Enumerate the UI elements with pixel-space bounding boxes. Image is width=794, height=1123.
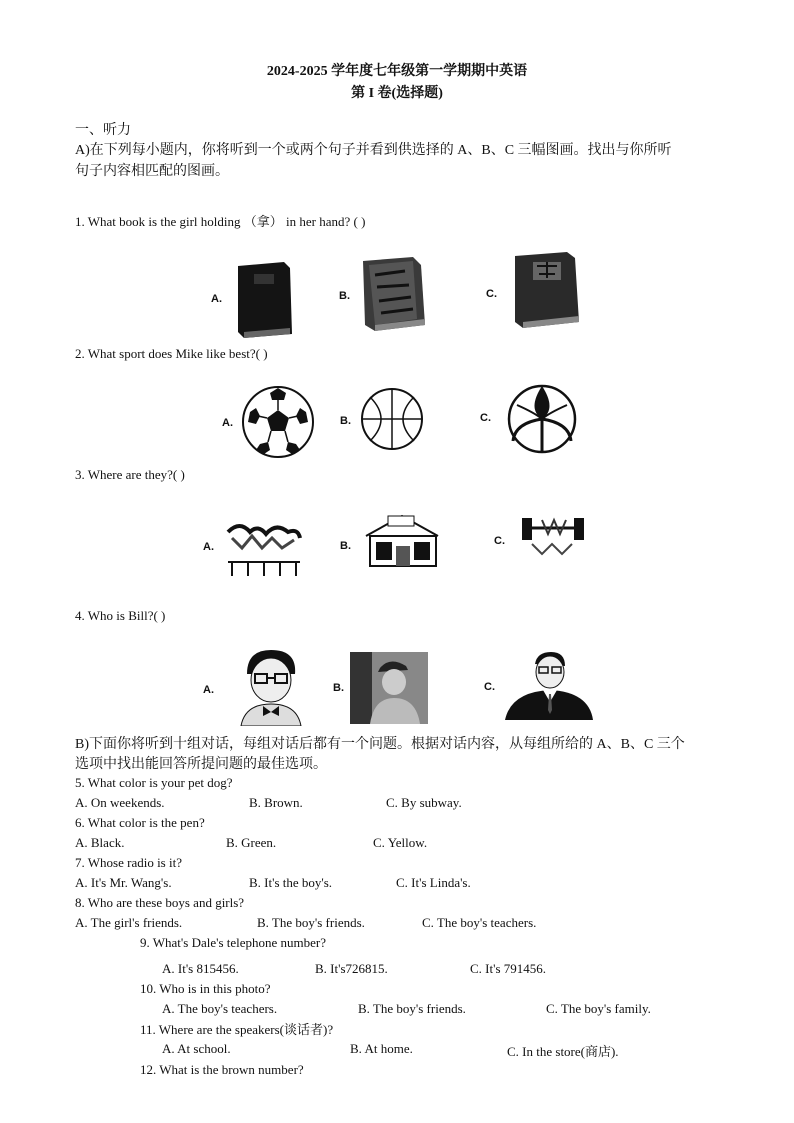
q5-option-b: B. Brown. [249,795,303,810]
park-scene-image [222,518,304,580]
q6-option-b: B. Green. [226,835,277,850]
q2-option-c-label: C. [480,412,491,424]
basketball-image [358,385,426,453]
section-heading: 一、听力 [75,123,131,138]
question-12: 12. What is the brown number? [140,1062,304,1077]
page-subtitle: 第 I 卷(选择题) [351,86,443,101]
volleyball-image [505,383,579,455]
question-3: 3. Where are they?( ) [75,467,185,482]
part-b-instruction-line2: 选项中找出能回答所提问题的最佳选项。 [75,757,327,772]
page-title: 2024-2025 学年度七年级第一学期期中英语 [266,64,528,79]
question-7: 7. Whose radio is it? [75,855,182,870]
q8-option-c: C. The boy's teachers. [422,915,537,930]
q4-option-b-label: B. [333,682,344,694]
q8-option-b: B. The boy's friends. [257,915,365,930]
q6-option-a: A. Black. [75,835,125,850]
q9-option-b: B. It's726815. [315,961,388,976]
q1-option-a-label: A. [211,293,222,305]
question-11: 11. Where are the speakers(谈话者)? [140,1022,334,1037]
q11-option-b: B. At home. [350,1041,413,1056]
q4-option-c-label: C. [484,681,495,693]
q2-option-b-label: B. [340,415,351,427]
question-8: 8. Who are these boys and girls? [75,895,245,910]
q7-option-c: C. It's Linda's. [396,875,471,890]
q10-option-c: C. The boy's family. [546,1001,651,1016]
part-b-instruction-line1: B)下面你将听到十组对话，每组对话后都有一个问题。根据对话内容，从每组所给的 A、B、C 三个 [75,737,685,752]
q7-option-b: B. It's the boy's. [249,875,333,890]
q11-option-c: C. In the store(商店). [507,1044,619,1059]
q1-option-b-label: B. [339,290,350,302]
store-building-image [362,512,444,570]
q7-option-a: A. It's Mr. Wang's. [75,875,172,890]
q5-option-c: C. By subway. [386,795,462,810]
q9-option-a: A. It's 815456. [162,961,239,976]
old-man-cap-image [350,652,428,724]
q1-option-c-label: C. [486,288,497,300]
tattered-book-image [355,255,430,335]
q5-option-a: A. On weekends. [75,795,165,810]
question-4: 4. Who is Bill?( ) [75,608,166,623]
q2-option-a-label: A. [222,417,233,429]
soccer-ball-image [240,382,316,460]
man-in-suit-image [505,650,593,720]
q11-option-a: A. At school. [162,1041,231,1056]
part-a-instruction-line1: A)在下列每小题内，你将听到一个或两个句子并看到供选择的 A、B、C 三幅图画。找出与你所听 [75,143,672,158]
question-1: 1. What book is the girl holding （拿） in her hand? ( ) [75,214,366,229]
question-9: 9. What's Dale's telephone number? [140,935,327,950]
gym-scene-image [518,510,588,560]
q10-option-b: B. The boy's friends. [358,1001,466,1016]
q3-option-b-label: B. [340,540,351,552]
q10-option-a: A. The boy's teachers. [162,1001,278,1016]
question-5: 5. What color is your pet dog? [75,775,233,790]
q4-option-a-label: A. [203,684,214,696]
q6-option-c: C. Yellow. [373,835,428,850]
q8-option-a: A. The girl's friends. [75,915,183,930]
chinese-book-image [505,248,585,333]
question-6: 6. What color is the pen? [75,815,205,830]
boy-with-glasses-image [235,646,307,726]
part-a-instruction-line2: 句子内容相匹配的图画。 [75,164,229,179]
q3-option-c-label: C. [494,535,505,547]
q9-option-c: C. It's 791456. [470,961,547,976]
black-book-image [230,260,300,340]
question-10: 10. Who is in this photo? [140,981,271,996]
question-2: 2. What sport does Mike like best?( ) [75,346,268,361]
q3-option-a-label: A. [203,541,214,553]
